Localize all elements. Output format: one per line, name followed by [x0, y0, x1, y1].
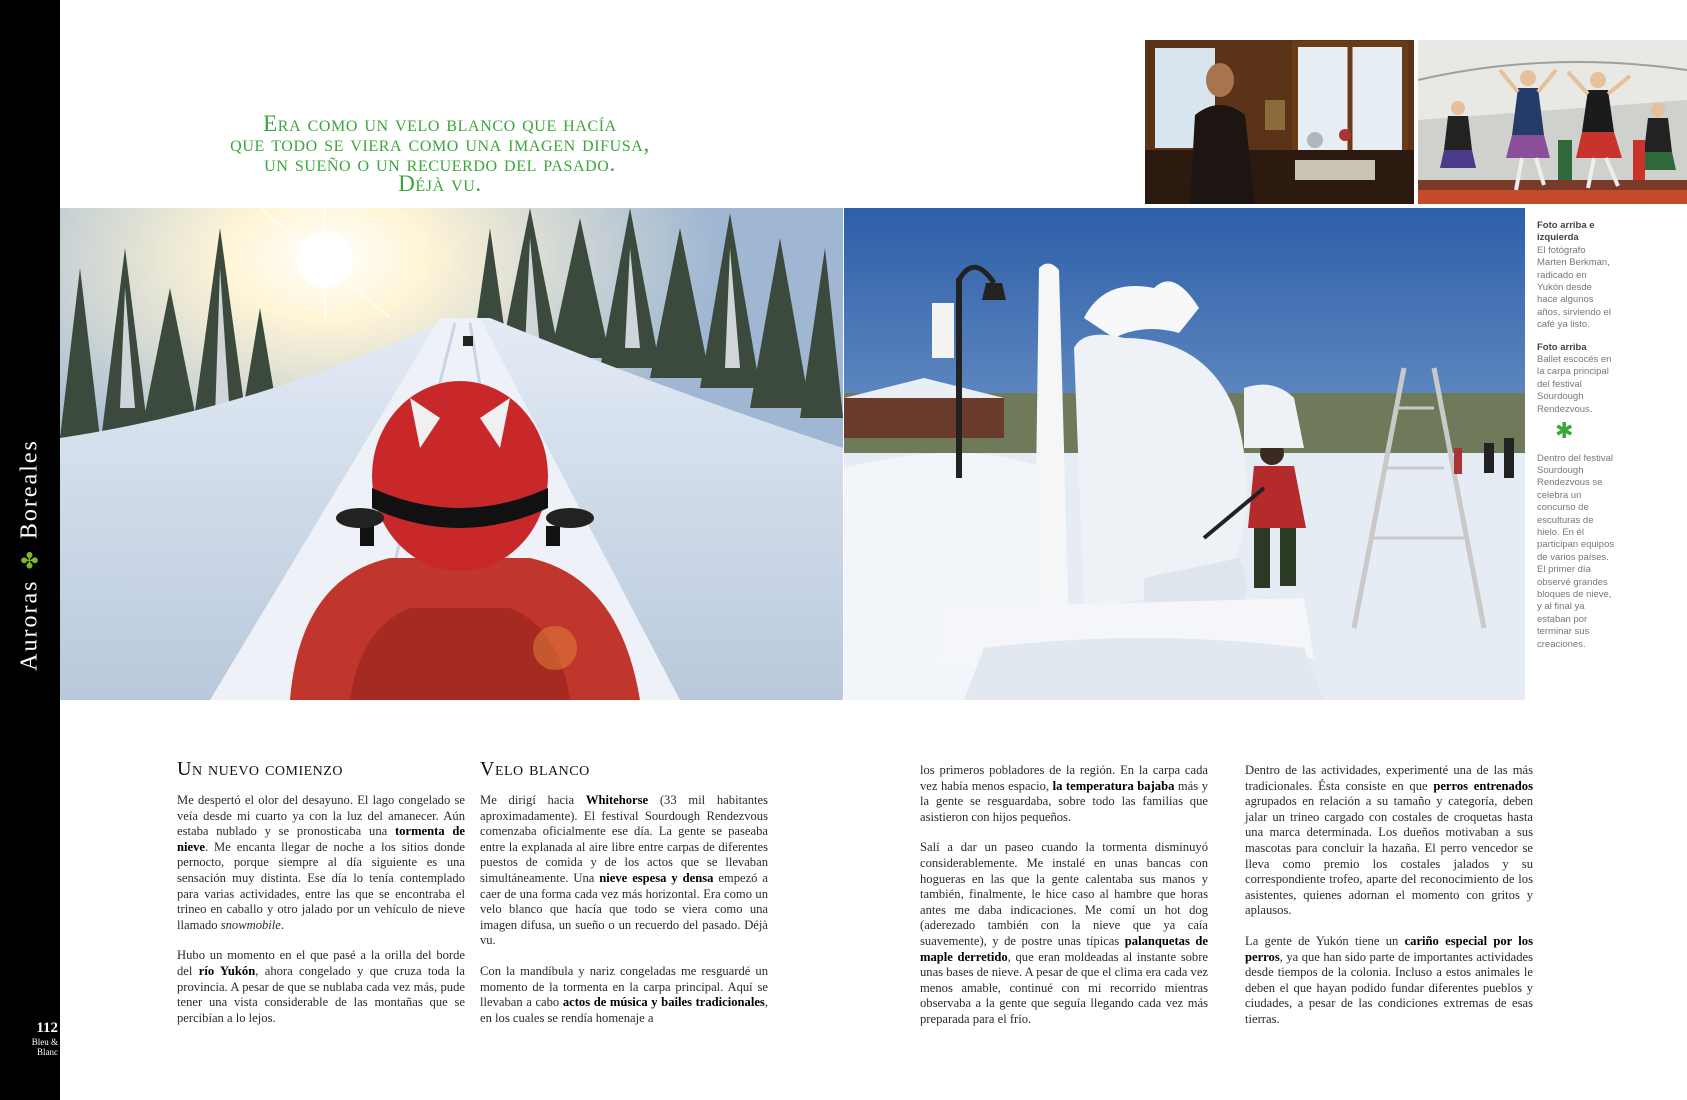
caption-text: Ballet escocés en la carpa principal del festival Sourdough Rendezvous. — [1537, 354, 1612, 415]
caption-text: El fotógrafo Marten Berkman, radicado en Yukón desde hace algunos años, sirviendo el café ya listo. — [1537, 244, 1611, 331]
pull-quote-line: Déjà vu. — [398, 171, 482, 196]
magazine-name-line2: Blanc — [37, 1047, 58, 1057]
photo-scottish-ballet — [1418, 40, 1687, 204]
article-column-3 — [920, 763, 1208, 1043]
paragraph: los primeros pobladores de la región. En la carpa cada vez había menos espacio, la temperatura bajaba más y la gente se resguardaba, sobre todo las familias que asistieron con hijos pequeños. — [920, 763, 1208, 824]
section-title-word2: Boreales — [16, 439, 43, 540]
caption-top — [1537, 342, 1615, 416]
photo-cafe — [1145, 40, 1414, 204]
clover-icon: ✤ — [17, 549, 42, 570]
paragraph: Me despertó el olor del desayuno. El lago congelado se veía desde mi cuarto ya con la luz del amanecer. Aún estaba nublado y se pronosticaba una tormenta de nieve. Me encanta llegar de noche a los sitios donde pernocto, porque siempre al día siguiente es una sensación muy distinta. Ese día lo tenía contemplado para varias actividades, entre las que se encontraba el trineo en caballo y otro jalado por un vehículo de nieve llamado snowmobile. — [177, 793, 466, 932]
page-spine — [0, 0, 60, 1100]
paragraph: Dentro de las actividades, experimenté una de las más tradicionales. Ésta consiste en que perros entrenados agrupados en relación a su tamaño y categoría, deben jalar un trineo cargado con costales de croquetas hasta una marca determinada. Los dueños motivaban a sus mascotas para concluir la hazaña. El perro vencedor se lleva como premio los costales jalados y su correspondiente trofeo, aparte del reconocimiento de los asistentes, quienes adornan el momento con gritos y aplausos. — [1245, 763, 1533, 918]
article-column-2 — [480, 758, 768, 1041]
paragraph: Hubo un momento en el que pasé a la orilla del borde del río Yukón, ahora congelado y que cruza toda la provincia. A pesar de que se nublaba cada vez más, pude tener una vista considerable de las montañas que se percibían a lo lejos. — [177, 948, 465, 1025]
section-title-word1: Auroras — [16, 579, 43, 671]
pull-quote — [180, 111, 700, 196]
paragraph: Me dirigí hacia Whitehorse (33 mil habitantes aproximadamente). El festival Sourdough Rendezvous comenzaba oficialmente ese día. La gente se paseaba entre la explanada al aire libre entre carpas de diferentes puestos de comida y de los actos que se llevaban simultáneamente. Una nieve espesa y densa empezó a caer de una forma cada vez más horizontal. Era como un velo blanco que hacía que todo se viera como una imagen difusa, un sueño o un recuerdo del pasado. Déjà vu. — [480, 793, 768, 948]
folio — [22, 1020, 58, 1057]
page-number: 112 — [36, 1020, 58, 1036]
paragraph: Con la mandíbula y nariz congeladas me resguardé un momento de la tormenta en la carpa principal. Aquí se llevaban a cabo actos de música y bailes tradicionales, en los cuales se rendía homenaje a — [480, 963, 768, 1025]
pull-quote-line: Era como un velo blanco que hacía — [263, 111, 617, 136]
article-column-1 — [177, 758, 465, 1041]
section-title — [17, 439, 44, 671]
asterisk-clover-icon: ✱ — [1555, 419, 1574, 445]
photo-captions — [1537, 220, 1615, 661]
paragraph: Salí a dar un paseo cuando la tormenta disminuyó considerablemente. Me instalé en unas bancas con hogueras en las que la gente calentaba sus manos y también, finalmente, le hice caso al hambre que horas antes me daba indicaciones. Me comí un hot dog (aderezado también con la nieve que ya caía suavemente), y de postre unas típicas palanquetas de maple derretido, que eran moldeadas al instante sobre unas bases de nieve. A pesar de que el clima era cada vez menos amable, continué con mi recorrido mientras observaba a la gente que seguía llegando cada vez más preparada para el frío. — [920, 840, 1208, 1026]
pull-quote-line: un sueño o un recuerdo del pasado. — [264, 151, 616, 176]
article-column-4 — [1245, 763, 1533, 1043]
section-heading: Velo blanco — [480, 758, 590, 780]
caption-title: Foto arriba — [1537, 341, 1587, 353]
photo-snowmobile-trail — [60, 208, 843, 700]
caption-sculpture — [1537, 453, 1615, 652]
caption-text: Dentro del festival Sourdough Rendezvous se celebra un concurso de esculturas de hielo. En él participan equipos de varios países. El primer día observé grandes bloques de nieve, y al final ya estaban por terminar sus creaciones. — [1537, 452, 1615, 650]
caption-title: Foto arriba e izquierda — [1537, 220, 1595, 244]
magazine-name-line1: Bleu & — [31, 1037, 58, 1047]
photo-snow-sculpture — [844, 208, 1525, 700]
caption-top-left — [1537, 220, 1615, 332]
pull-quote-line: que todo se viera como una imagen difusa, — [230, 131, 650, 156]
section-heading: Un nuevo comienzo — [177, 758, 343, 780]
paragraph: La gente de Yukón tiene un cariño especial por los perros, ya que han sido parte de importantes actividades desde tiempos de la colonia. Incluso a estos animales le deben el que hayan podido fundar diferentes pueblos y ciudades, a pesar de las condiciones extremas de esas tierras. — [1245, 933, 1533, 1026]
